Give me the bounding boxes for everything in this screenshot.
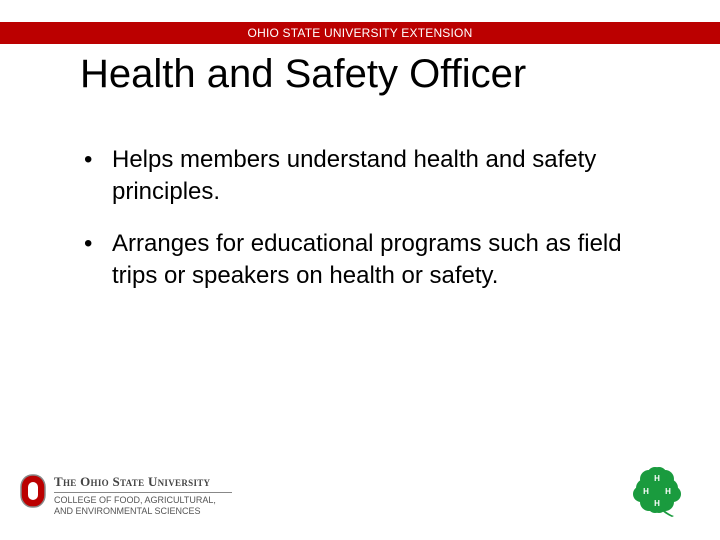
svg-text:H: H xyxy=(654,474,660,483)
svg-text:H: H xyxy=(665,487,671,496)
svg-text:H: H xyxy=(643,487,649,496)
osu-logo xyxy=(20,474,260,520)
college-name: COLLEGE OF FOOD, AGRICULTURAL, AND ENVIRONMENTAL SCIENCES xyxy=(54,495,216,516)
logo-divider xyxy=(54,492,232,493)
bullet-text: Helps members understand health and safety principles. xyxy=(112,146,597,205)
block-o-logo-icon xyxy=(20,474,46,508)
bullet-item xyxy=(84,228,644,292)
bullet-marker: • xyxy=(84,146,93,173)
svg-text:H: H xyxy=(654,499,660,508)
banner-text: OHIO STATE UNIVERSITY EXTENSION xyxy=(247,26,473,40)
slide-title: Health and Safety Officer xyxy=(80,52,527,96)
bullet-marker: • xyxy=(84,230,93,257)
four-h-clover-icon xyxy=(632,466,682,518)
bullet-item xyxy=(84,144,644,208)
bullet-text: Arranges for educational programs such as field trips or speakers on health or safety. xyxy=(112,230,622,289)
top-banner xyxy=(0,22,720,44)
university-name: The Ohio State University xyxy=(54,474,211,489)
bullet-list xyxy=(84,144,644,312)
